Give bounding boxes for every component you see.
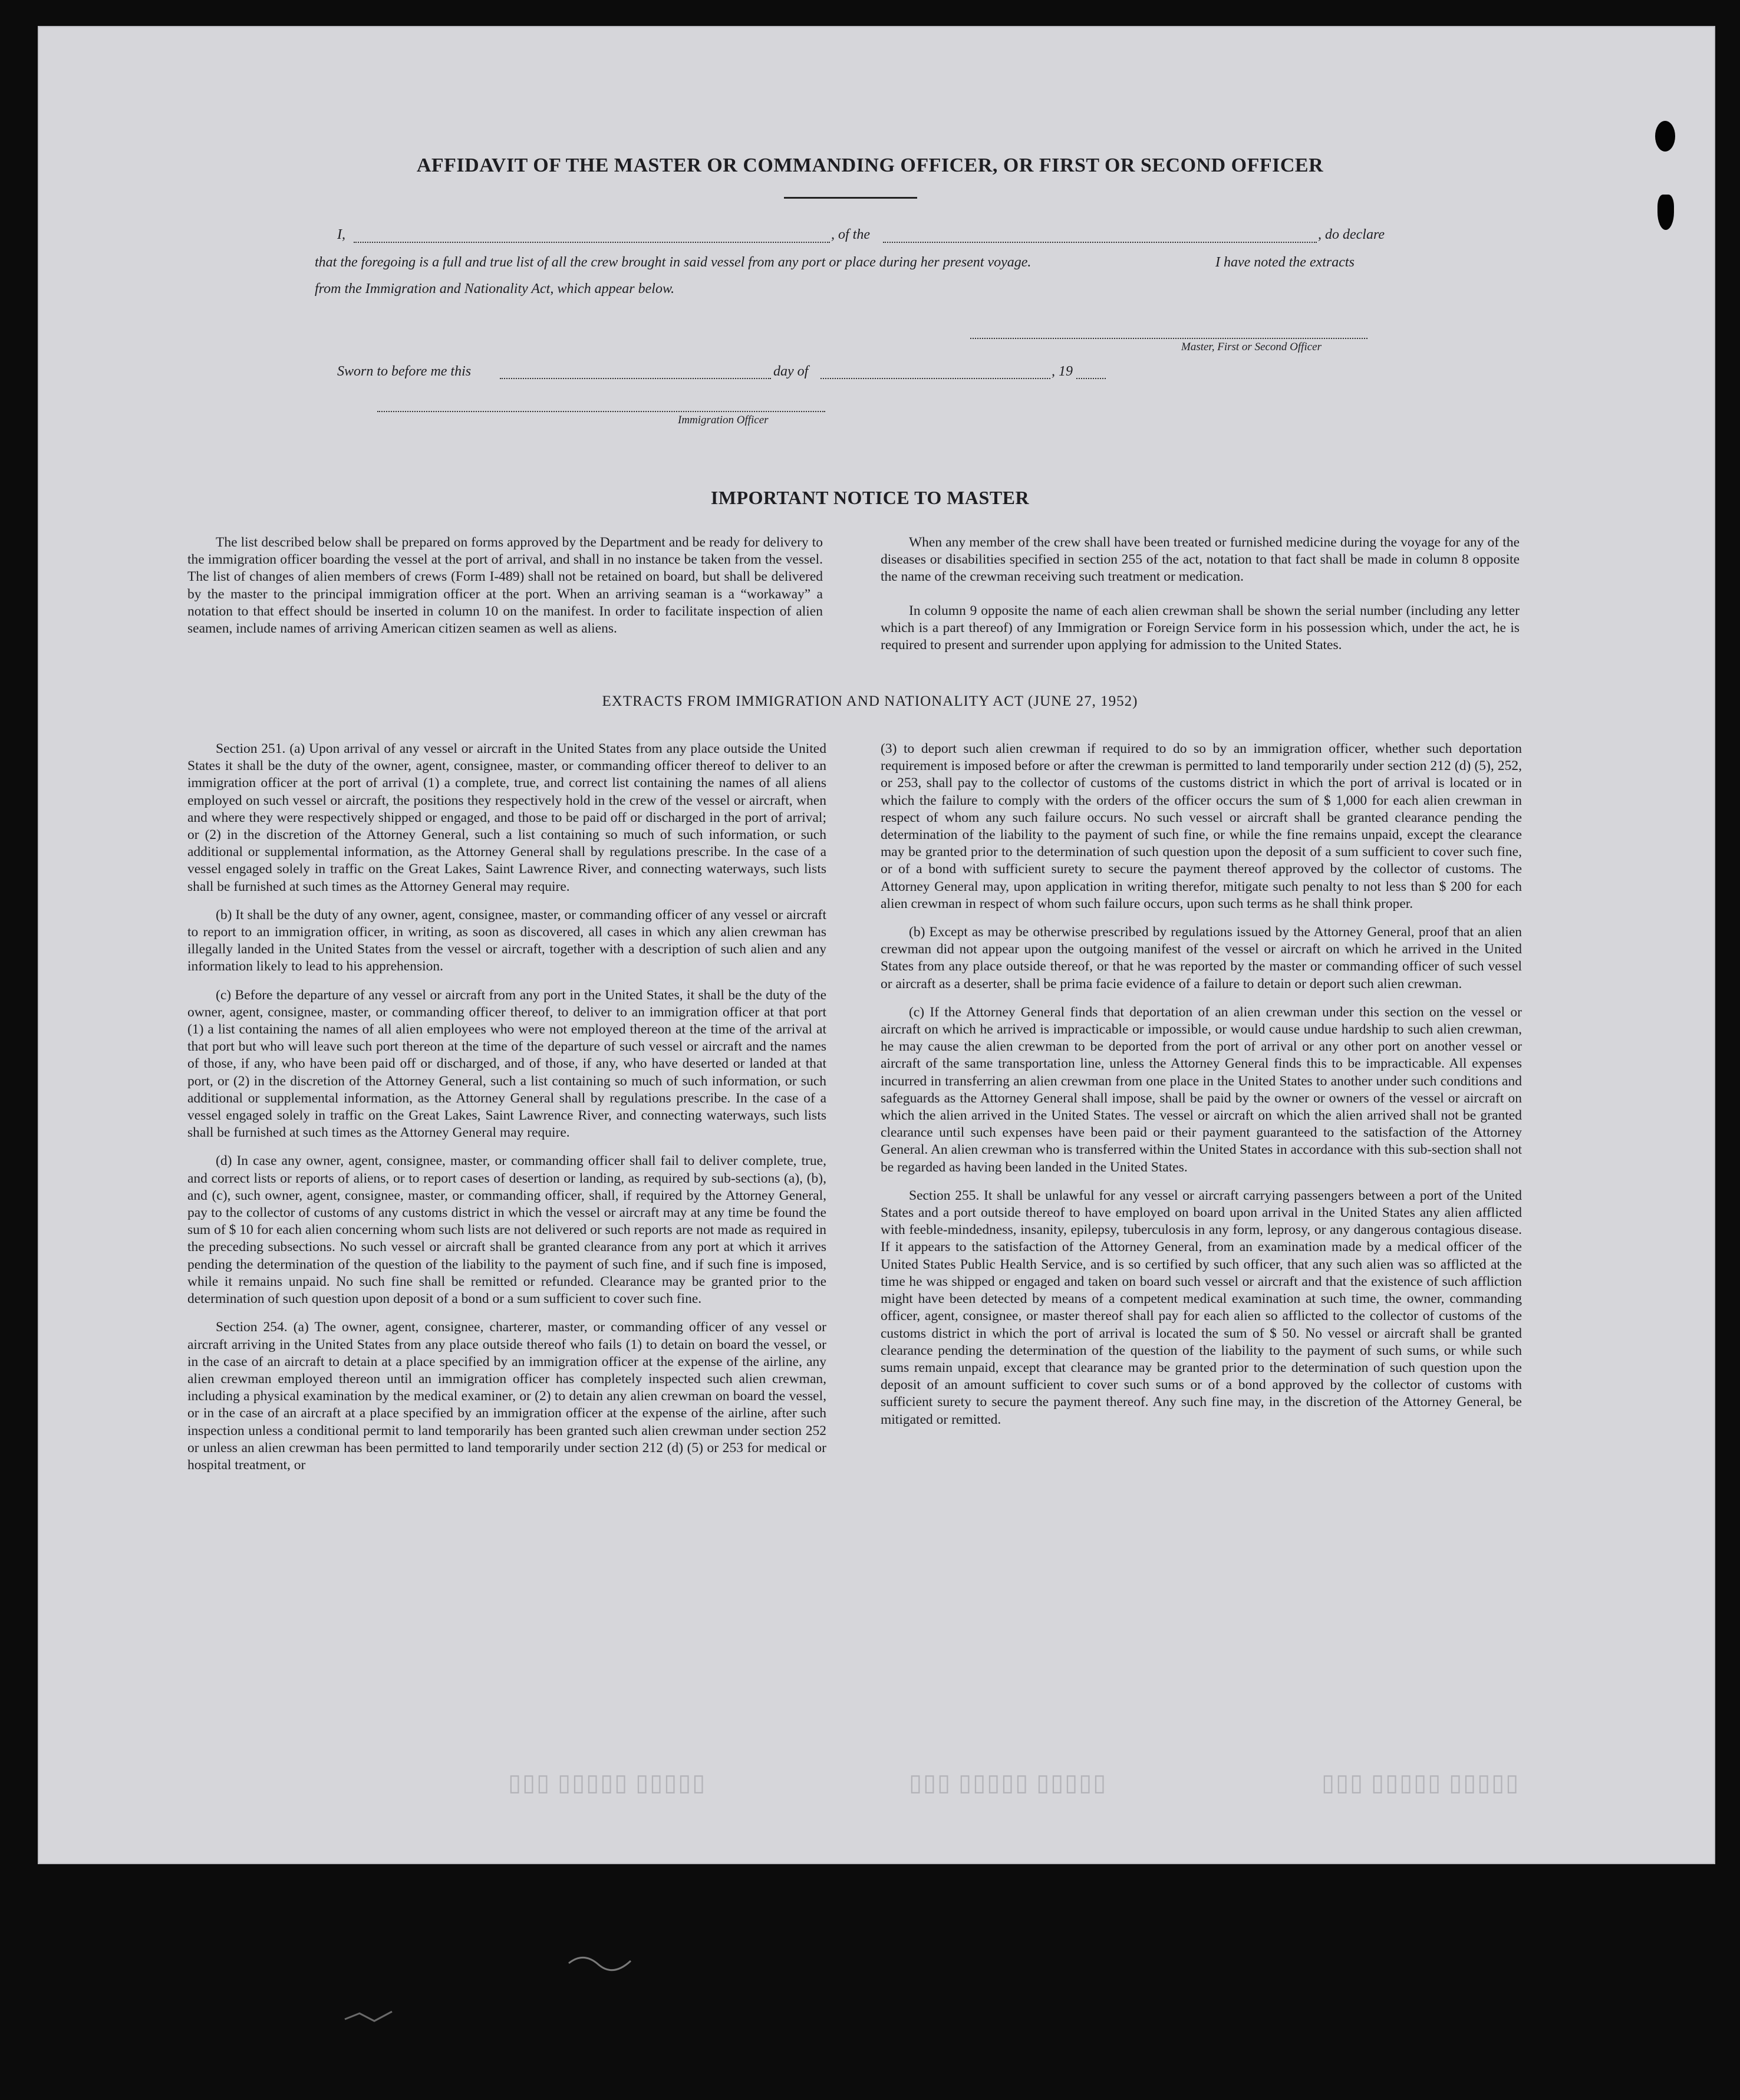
notice-title: IMPORTANT NOTICE TO MASTER	[710, 487, 1030, 508]
vessel-name-field[interactable]	[883, 242, 1317, 243]
sworn-year-field[interactable]	[1076, 378, 1106, 379]
ghost-stamp-3: ▯▯▯▯▯ ▯▯▯▯▯ ▯▯▯	[1320, 1769, 1519, 1796]
extracts-left-column	[187, 740, 826, 1485]
section-251-d: (d) In case any owner, agent, consignee, master, or commanding officer shall fail to deliver complete, true, and correct lists or reports of aliens, or to report cases of desertion or landing, as required by sub-sections (a), (b), and (c), such owner, agent, consignee, master, or commanding officer, shall, if required by the Attorney General, pay to the collector of customs of any customs district in which the vessel or aircraft may at any time be found the sum of $ 10 for each alien concerning whom such lists are not delivered or such reports are not made as required in the preceding subsections. No such vessel or aircraft shall be granted clearance from any port at which it arrives pending the determination of the question of the liability to the payment of such fine, and if such fine is imposed, while it remains unpaid. No such fine shall be remitted or refunded. Clearance may be granted prior to the determination of such question upon deposit of a bond or a sum sufficient to cover such fine.	[187, 1153, 826, 1307]
day-of-label: day of	[773, 364, 809, 379]
extracts-title: EXTRACTS FROM IMMIGRATION AND NATIONALITY ACT (JUNE 27, 1952)	[602, 693, 1138, 709]
declaration-line-2: from the Immigration and Nationality Act, which appear below.	[315, 281, 675, 297]
sworn-month-field[interactable]	[820, 378, 1050, 379]
section-254-a-continued: (3) to deport such alien crewman if required to do so by an immigration officer, whether such deportation requirement is imposed before or after the crewman is permitted to land temporarily under section 212 (d) (5), 252, or 253, shall pay to the collector of customs of the customs district in which the port of arrival is located or in which the failure to comply with the orders of the officer occurs the sum of $ 1,000 for each alien crewman in respect of whom any such failure occurs. No such vessel or aircraft shall be granted clearance pending the determination of the liability to the payment of such fine, or while the fine remains unpaid, except the clearance may be granted prior to the determination of such question upon the deposit of a sum sufficient to cover such fine, or of a bond with sufficient surety to secure the payment thereof approved by the collector of customs. The Attorney General may, upon application in writing therefor, mitigate such penalty to not less than $ 200 for each alien crewman in respect of whom such failure occurs, upon such terms as he shall think proper.	[881, 741, 1522, 911]
section-255: Section 255. It shall be unlawful for any vessel or aircraft carrying passengers between a port of the United States and a port outside thereof to have employed on board upon arrival in the United States any alien afflicted with feeble-mindedness, insanity, epilepsy, tuberculosis in any form, leprosy, or any dangerous contagious disease. If it appears to the satisfaction of the Attorney General, from an examination made by a medical officer of the United States Public Health Service, and is so certified by such officer, that any such alien was so afflicted at the time he was shipped or engaged and taken on board such vessel or aircraft and that the existence of such affliction might have been detected by means of a competent medical examination at such time, the owner, commanding officer, agent, consignee, or master thereof shall pay for each alien so afflicted to the collector of customs of the customs district in which the port of arrival is located the sum of $ 50. No vessel or aircraft shall be granted clearance pending the determination of the question of the liability to the payment of such sums, or while such sums remain unpaid, except that clearance may be granted prior to the determination of such question upon the deposit of an amount sufficient to cover such sums or of a bond approved by the collector of customs with sufficient surety to secure the payment thereof. Any such fine may, in the discretion of the Attorney General, be mitigated or remitted.	[881, 1187, 1522, 1427]
punch-hole-mark	[1657, 195, 1674, 230]
section-254-a: Section 254. (a) The owner, agent, consignee, charterer, master, or commanding officer of any vessel or aircraft arriving in the United States from any place outside thereof who fails (1) to detain on board the vessel, or in the case of an aircraft to detain at a place specified by an immigration officer at the expense of the airline, any alien crewman employed thereon until an immigration officer has completely inspected such alien crewman, including a physical examination by the medical examiner, or (2) to detain any alien crewman on board the vessel, or in the case of an aircraft at a place specified by an immigration officer at the expense of the airline, after such inspection unless a conditional permit to land temporarily has been granted such alien crewman under section 252 or unless an alien crewman has been permitted to land temporarily under section 212 (d) (5) or 253 for medical or hospital treatment, or	[187, 1319, 826, 1473]
ghost-stamp-1: ▯▯▯▯▯ ▯▯▯▯▯ ▯▯▯	[507, 1769, 706, 1796]
year-label: , 19	[1052, 364, 1073, 379]
of-the-label: , of the	[831, 227, 870, 242]
sworn-label: Sworn to before me this	[337, 364, 472, 379]
margin-scribble-icon	[566, 1946, 637, 1981]
title-underline	[784, 197, 917, 199]
section-254-c: (c) If the Attorney General finds that deportation of an alien crewman under this section on the vessel or aircraft on which he arrived is impracticable or impossible, or would cause undue hardship to such alien crewman, he may cause the alien crewman to be deported from the port of arrival or any other port on another vessel or aircraft of the same transportation line, unless the Attorney General finds this to be impracticable. All expenses incurred in transferring an alien crewman from one place in the United States to another under such conditions and safeguards as the Attorney General shall impose, shall be paid by the owner or owners of the vessel or aircraft on which the alien arrived in the United States. The vessel or aircraft on which the alien arrived shall not be granted clearance until such expenses have been paid or their payment guaranteed to the satisfaction of the Attorney General. An alien crewman who is transferred within the United States in accordance with this sub-section shall not be regarded as having been landed in the United States.	[881, 1004, 1522, 1175]
notice-right-paragraph-1: When any member of the crew shall have been treated or furnished medicine during the voyage for any of the diseases or disabilities specified in section 255 of the act, notation to that fact shall be made in column 8 opposite the name of the crewman receiving such treatment or medication.	[881, 535, 1520, 585]
master-signature-field[interactable]	[970, 338, 1367, 339]
section-251-a: Section 251. (a) Upon arrival of any vessel or aircraft in the United States from any place outside the United States it shall be the duty of the owner, agent, consignee, master, or commanding officer thereof to deliver to an immigration officer at the port of arrival (1) a complete, true, and correct list containing the names of all aliens employed on such vessel or aircraft, the positions they respectively hold in the crew of the vessel or aircraft, when and where they were respectively shipped or engaged, and those to be paid off or discharged in the port of arrival; or (2) in the discretion of the Attorney General, such a list containing so much of such information, or such additional or supplemental information, as the Attorney General shall by regulations prescribe. In the case of a vessel engaged solely in traffic on the Great Lakes, Saint Lawrence River, and connecting waterways, such lists shall be furnished at such times as the Attorney General may require.	[187, 741, 826, 894]
notice-left-paragraph: The list described below shall be prepared on forms approved by the Department and be ready for delivery to the immigration officer boarding the vessel at the port of arrival, and shall in no instance be taken from the vessel. The list of changes of alien members of crews (Form I-489) shall not be retained on board, but shall be delivered by the master to the principal immigration officer at the port. When an arriving seaman is a “workaway” a notation to that effect should be inserted in column 10 on the manifest. In order to facilitate inspection of alien seamen, include names of arriving American citizen seamen as well as aliens.	[187, 535, 823, 637]
officer-signature-field[interactable]	[377, 411, 825, 412]
section-251-b: (b) It shall be the duty of any owner, agent, consignee, master, or commanding officer of any vessel or aircraft to report to an immigration officer, in writing, as soon as discovered, all cases in which any alien crewman has illegally landed in the United States from the vessel or aircraft, together with a description of such alien and any information likely to lead to his apprehension.	[187, 907, 826, 975]
affidavit-title: AFFIDAVIT OF THE MASTER OR COMMANDING OFFICER, OR FIRST OR SECOND OFFICER	[416, 154, 1324, 176]
officer-signature-label: Immigration Officer	[678, 414, 769, 426]
ghost-stamp-2: ▯▯▯▯▯ ▯▯▯▯▯ ▯▯▯	[908, 1769, 1106, 1796]
section-254-b: (b) Except as may be otherwise prescribed by regulations issued by the Attorney General, proof that an alien crewman did not appear upon the outgoing manifest of the vessel or aircraft on which he arrived in the United States from any place outside thereof, or that he was reported by the master or commanding officer of such vessel or aircraft as a deserter, shall be prima facie evidence of a failure to detain or deport such alien crewman.	[881, 924, 1522, 992]
do-declare-label: , do declare	[1318, 227, 1385, 242]
section-251-c: (c) Before the departure of any vessel or aircraft from any port in the United States, it shall be the duty of the owner, agent, consignee, master, or commanding officer thereof, to deliver to an immigration officer at that port (1) a list containing the names of all alien employees who were not employed thereon at the time of the arrival at that port but who will leave such port thereon at the time of the departure of such vessel or aircraft and the names of those, if any, who have been paid off or discharged, and of those, if any, who have deserted or landed at that port, or (2) in the discretion of the Attorney General, such a list containing so much of such information, or such additional or supplemental information, as the Attorney General shall by regulations prescribe. In the case of a vessel engaged solely in traffic on the Great Lakes, Saint Lawrence River, and connecting waterways, such lists shall be furnished at such times as the Attorney General may require.	[187, 987, 826, 1141]
declaration-line-1-end: I have noted the extracts	[1215, 255, 1355, 270]
declaration-line-1: that the foregoing is a full and true list of all the crew brought in said vessel from any port or place during her present voyage.	[315, 255, 1032, 270]
punch-hole-top	[1655, 121, 1675, 152]
extracts-right-column	[881, 740, 1522, 1440]
margin-scribble-2-icon	[342, 2004, 395, 2028]
sworn-day-field[interactable]	[500, 378, 771, 379]
i-label: I,	[337, 227, 345, 242]
master-signature-label: Master, First or Second Officer	[1181, 341, 1322, 353]
notice-right-paragraph-2: In column 9 opposite the name of each alien crewman shall be shown the serial number (including any letter which is a part thereof) of any Immigration or Foreign Service form in his possession which, under the act, he is required to present and surrender upon applying for admission to the United States.	[881, 603, 1520, 653]
master-name-field[interactable]	[354, 242, 830, 243]
